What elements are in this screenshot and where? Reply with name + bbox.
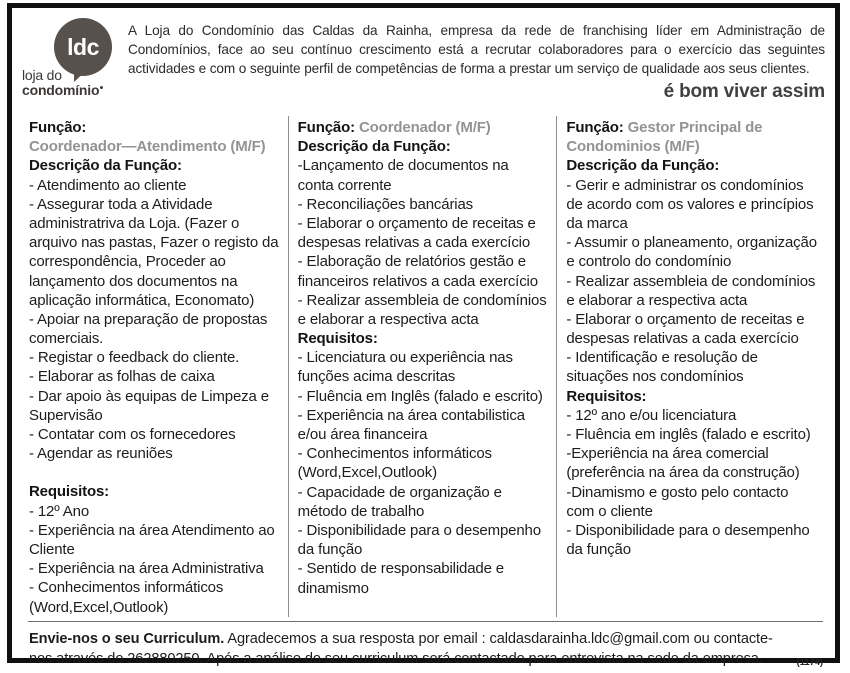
funcao-role: Coordenador (M/F): [358, 119, 491, 136]
funcao-role: Coordenador—Atendimento (M/F): [29, 138, 266, 156]
requisitos-list: [566, 406, 817, 560]
intro-paragraph: A Loja do Condomínio das Caldas da Rainha, empresa da rede de franchising líder em Administração de Condomínios, face ao seu contínuo crescimento está a recrutar colaboradores para o exercício das seguintes actividades e com o seguinte perfil de competências de forma a prestar um serviço de qualidade aos seus clientes.: [128, 23, 825, 76]
list-item: - Conhecimentos informáticos (Word,Excel,Outlook): [297, 445, 492, 482]
header: [20, 16, 825, 108]
requisitos-label: Requisitos:: [566, 387, 647, 405]
requisitos-label: Requisitos:: [29, 483, 110, 501]
list-item: - Agendar as reuniões: [29, 445, 173, 463]
list-item: - Dar apoio às equipas de Limpeza e Supervisão: [29, 387, 269, 424]
list-item: - Experiência na área Atendimento ao Cliente: [29, 521, 275, 558]
descricao-list: [566, 176, 817, 387]
funcao-heading: [566, 118, 817, 156]
descricao-list: [29, 176, 280, 464]
funcao-role: Gestor Principal de Condominios (M/F): [566, 119, 763, 156]
funcao-heading: [29, 118, 280, 156]
list-item: - Reconciliações bancárias: [297, 195, 474, 213]
ad-frame: [7, 3, 840, 669]
footer-body: Agradecemos a sua resposta por email : caldasdarainha.ldc@gmail.com ou contacte-nos através do 262880250. Após a análise do seu curriculum será contactado para entrevista na sede da empresa.: [29, 630, 773, 668]
funcao-label: Função:: [297, 119, 355, 136]
requisitos-list: [298, 348, 549, 597]
funcao-label: Função:: [29, 119, 87, 136]
list-item: - Assegurar toda a Atividade administratriva da Loja. (Fazer o arquivo nas pastas, Fazer o registo da correspondência, Proceder ao lançamento dos documentos na aplicação informática, Economato): [29, 195, 279, 309]
brand-tagline: é bom viver assim: [663, 81, 825, 103]
list-item: -Lançamento de documentos na conta corrente: [297, 157, 509, 194]
list-item: -Experiência na área comercial (preferência na área da construção): [566, 445, 800, 482]
list-item: - 12º Ano: [29, 502, 90, 520]
header-text: [128, 16, 825, 103]
list-item: - Disponibilidade para o desempenho da função: [566, 521, 810, 559]
logo-name-line2: condomínio●: [22, 82, 104, 99]
funcao-label: Função:: [566, 119, 624, 136]
list-item: - 12º ano e/ou licenciatura: [566, 406, 737, 424]
list-item: - Fluência em inglês (falado e escrito): [566, 426, 811, 443]
descricao-label: Descrição da Função:: [297, 138, 451, 156]
list-item: - Identificação e resolução de situações nos condomínios: [566, 349, 758, 386]
logo-name-line1: loja do: [22, 67, 62, 83]
list-item: - Elaborar o orçamento de receitas e despesas relativas a cada exercício: [566, 310, 805, 348]
footer-lead: Envie-nos o seu Curriculum.: [29, 630, 225, 647]
footer-note: [20, 622, 825, 670]
list-item: - Disponibilidade para o desempenho da função: [297, 521, 541, 559]
ad-content: [12, 8, 835, 669]
list-item: - Experiência na área contabilistica e/ou área financeira: [297, 406, 525, 443]
descricao-label: Descrição da Função:: [29, 157, 182, 175]
list-item: - Conhecimentos informáticos (Word,Excel,Outlook): [29, 579, 224, 616]
company-logo: [20, 16, 116, 108]
list-item: - Contatar com os fornecedores: [29, 426, 236, 443]
list-item: - Experiência na área Administrativa: [29, 560, 264, 578]
list-item: - Capacidade de organização e método de trabalho: [297, 483, 502, 520]
list-item: - Registar o feedback do cliente.: [29, 349, 240, 367]
list-item: - Elaboração de relatórios gestão e financeiros relativos a cada exercício: [297, 253, 538, 290]
funcao-heading: [298, 118, 549, 137]
list-item: -Dinamismo e gosto pelo contacto com o cliente: [566, 483, 789, 520]
list-item: - Apoiar na preparação de propostas comerciais.: [29, 310, 268, 348]
list-item: - Elaborar o orçamento de receitas e despesas relativas a cada exercício: [297, 214, 536, 252]
job-column-coordenador: [288, 116, 557, 617]
list-item: - Gerir e administrar os condomínios de acordo com os valores e princípios da marca: [566, 176, 814, 232]
list-item: - Elaborar as folhas de caixa: [29, 368, 215, 386]
job-column-gestor-principal: [556, 116, 825, 617]
ad-reference-number: (1174): [796, 657, 823, 669]
list-item: - Realizar assembleia de condomínios e elaborar a respectiva acta: [566, 272, 816, 309]
list-item: - Assumir o planeamento, organização e controlo do condomínio: [566, 234, 817, 271]
list-item: - Sentido de responsabilidade e dinamismo: [297, 560, 505, 597]
requisitos-label: Requisitos:: [297, 330, 378, 348]
descricao-label: Descrição da Função:: [566, 157, 720, 175]
logo-wordmark: [22, 68, 103, 98]
logo-badge-text: ldc: [67, 33, 99, 60]
list-item: - Realizar assembleia de condomínios e elaborar a respectiva acta: [297, 291, 547, 328]
descricao-list: [298, 156, 549, 329]
list-item: - Licenciatura ou experiência nas funções acima descritas: [297, 349, 513, 386]
list-item: - Atendimento ao cliente: [29, 176, 187, 194]
job-column-coordenador-atendimento: [20, 116, 288, 617]
job-columns: [20, 116, 825, 617]
requisitos-list: [29, 502, 280, 617]
list-item: - Fluência em Inglês (falado e escrito): [297, 387, 543, 405]
trademark-dot: ●: [99, 84, 104, 92]
